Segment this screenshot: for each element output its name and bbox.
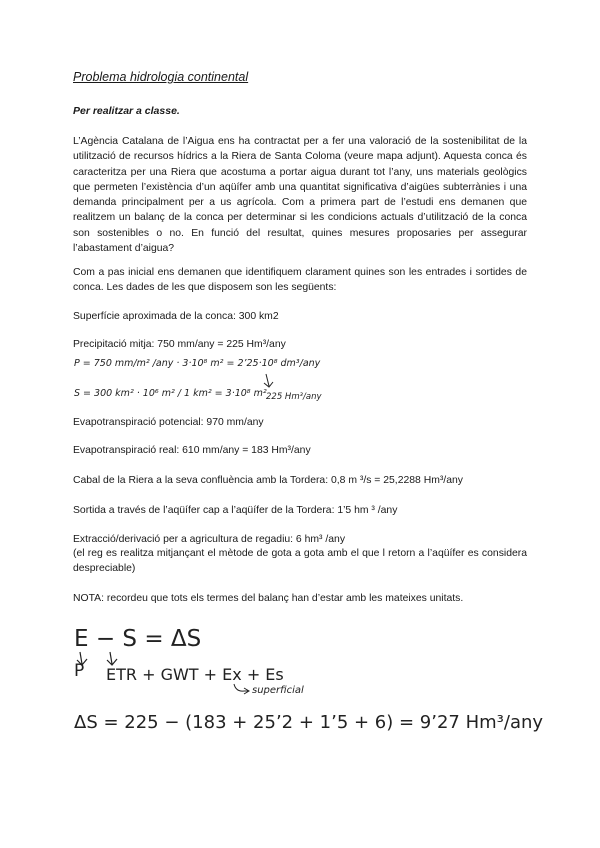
handwritten-s-calculation: S = 300 km² · 10⁶ m² / 1 km² = 3·10⁸ m²: [74, 388, 267, 399]
extraction-line: Extracció/derivació per a agricultura de regadiu: 6 hm³ /any: [73, 534, 346, 545]
document-subtitle: Per realitzar a classe.: [73, 105, 180, 117]
irrigation-note: (el reg es realitza mitjançant el mètode de gota a gota amb el que l retorn a l’aqüífer es considera despreciable): [73, 548, 527, 575]
handwritten-result-value: 225 Hm³/any: [266, 392, 322, 402]
handwritten-result: [258, 372, 358, 408]
precipitation-line: Precipitació mitja: 750 mm/any = 225 Hm³/any: [73, 339, 286, 350]
river-flow-line: Cabal de la Riera a la seva confluència amb la Tordera: 0,8 m ³/s = 25,2288 Hm³/any: [73, 475, 463, 486]
arrow-right-icon: [234, 684, 249, 694]
intro-paragraph: L’Agència Catalana de l’Aigua ens ha contractat per a fer una valoració de la sostenibilitat de la utilització de recursos hídrics a la Riera de Santa Coloma (veure mapa adjunt). Aquesta conca és caracteritza per una Riera que acostuma a portar aigua durant tot l’any, uns materials geològics que permeten l’existència d’un aqüífer amb una quantitat significativa d’aigües subterrànies i una demanda principalment per a us agrícola. Com a primera part de l’estudi ens demanen que realitzem un balanç de la conca per determinar si les condicions actuals d’utilització de la conca son sostenibles o no. En funció del resultat, quines mesures proposaries per assegurar l’abastament d’aigua?: [73, 136, 527, 255]
nota-line: NOTA: recordeu que tots els termes del balanç han d’estar amb les mateixes unitats.: [73, 593, 464, 604]
arrow-down-icon: [264, 374, 273, 387]
document-title: Problema hidrologia continental: [73, 70, 249, 84]
balance-final: ΔS = 225 − (183 + 25’2 + 1’5 + 6) = 9’27 Hm³/any: [74, 712, 544, 733]
balance-superficial: superficial: [252, 685, 304, 696]
handwritten-p-calculation: P = 750 mm/m² /any · 3·10⁸ m² = 2’25·10⁸ dm³/any: [74, 358, 321, 369]
handwritten-balance: [72, 620, 544, 740]
aquifer-outflow-line: Sortida a través de l’aqüífer cap a l’aqüífer de la Tordera: 1’5 hm ³ /any: [73, 505, 398, 516]
etr-line: Evapotranspiració real: 610 mm/any = 183 Hm³/any: [73, 445, 311, 456]
inputs-outputs-paragraph: Com a pas inicial ens demanen que identifiquem clarament quines son les entrades i sortides de conca. Les dades de les que disposem son les següents:: [73, 267, 527, 294]
balance-outputs: ETR + GWT + Ex + Es: [106, 665, 284, 684]
balance-equation: E − S = ΔS: [74, 626, 202, 652]
arrow-down-icon: [107, 652, 117, 665]
balance-p: P: [74, 661, 85, 681]
etp-line: Evapotranspiració potencial: 970 mm/any: [73, 417, 264, 428]
surface-line: Superfície aproximada de la conca: 300 km2: [73, 311, 279, 322]
